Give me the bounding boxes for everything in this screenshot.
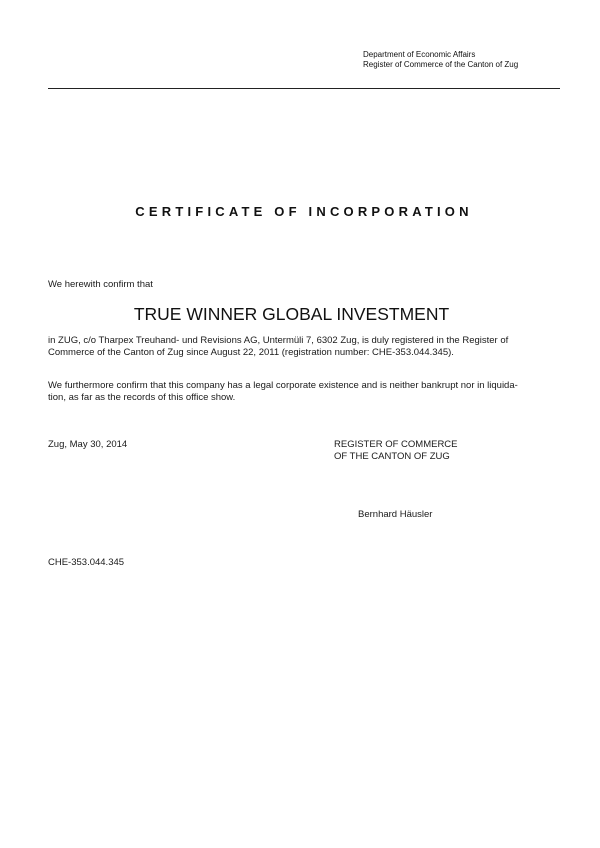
intro-text: We herewith confirm that bbox=[48, 279, 153, 290]
register-name: Register of Commerce of the Canton of Zug bbox=[363, 60, 519, 69]
registry-line: REGISTER OF COMMERCE bbox=[334, 439, 458, 450]
registry-line: OF THE CANTON OF ZUG bbox=[334, 451, 450, 462]
document-title: CERTIFICATE OF INCORPORATION bbox=[135, 204, 473, 219]
signatory-name: Bernhard Häusler bbox=[358, 509, 433, 520]
company-name: TRUE WINNER GLOBAL INVESTMENT bbox=[133, 304, 450, 324]
place-and-date: Zug, May 30, 2014 bbox=[48, 439, 128, 450]
registration-paragraph-line: Commerce of the Canton of Zug since August 22, 2011 (registration number: CHE-353.044.345). bbox=[48, 347, 454, 358]
registry-signature-block bbox=[334, 439, 458, 463]
registration-number: CHE-353.044.345 bbox=[48, 557, 125, 568]
registration-paragraph-line: in ZUG, c/o Tharpex Treuhand- und Revisions AG, Untermüli 7, 6302 Zug, is duly registered in the Register of bbox=[48, 335, 509, 346]
existence-paragraph bbox=[48, 380, 560, 404]
department-name: Department of Economic Affairs bbox=[363, 50, 476, 59]
registration-paragraph bbox=[48, 335, 560, 359]
existence-paragraph-line: tion, as far as the records of this office show. bbox=[48, 392, 236, 403]
issuing-authority bbox=[363, 50, 518, 70]
existence-paragraph-line: We furthermore confirm that this company has a legal corporate existence and is neither bankrupt nor in liquida- bbox=[48, 380, 518, 391]
header-divider bbox=[48, 88, 560, 89]
